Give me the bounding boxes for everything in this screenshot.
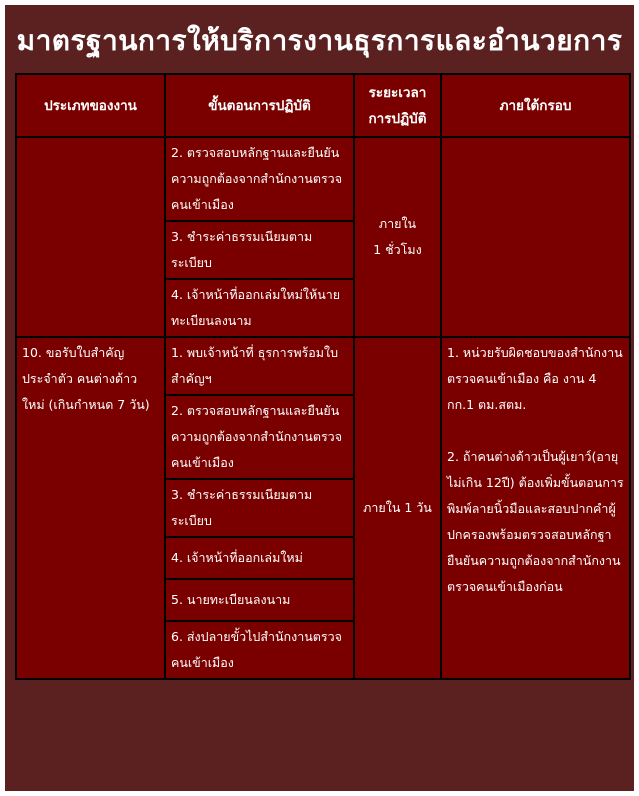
service-type-cell: 10. ขอรับใบสำคัญประจำตัว คนต่างด้าวใหม่ (เกินกำหนด 7 วัน) (16, 337, 165, 679)
step-cell: 5. นายทะเบียนลงนาม (165, 579, 354, 621)
page-title: มาตรฐานการให้บริการงานธุรการและอำนวยการ (16, 24, 623, 57)
step-cell: 6. ส่งปลายขั้วไปสำนักงานตรวจคนเข้าเมือง (165, 621, 354, 679)
header-steps: ขั้นตอนการปฏิบัติ (165, 74, 354, 137)
note-item: 2. ถ้าคนต่างด้าวเป็นผู้เยาว์(อายุไม่เกิน 12ปี) ต้องเพิ่มขั้นตอนการพิมพ์ลายนิ้วมือและสอบปากคำผู้ปกครองพร้อมตรวจสอบหลักฐายืนยันความถูกต้องจากสำนักงานตรวจคนเข้าเมืองก่อน (447, 449, 624, 594)
step-cell: 3. ชำระค่าธรรมเนียมตามระเบียบ (165, 221, 354, 279)
step-cell: 2. ตรวจสอบหลักฐานและยืนยันความถูกต้องจากสำนักงานตรวจคนเข้าเมือง (165, 395, 354, 479)
notes-cell (441, 137, 630, 337)
step-cell: 3. ชำระค่าธรรมเนียมตามระเบียบ (165, 479, 354, 537)
header-notes: ภายใต้กรอบ (441, 74, 630, 137)
step-cell: 4. เจ้าหน้าที่ออกเล่มใหม่ (165, 537, 354, 579)
table-row (16, 337, 630, 395)
notes-cell (441, 337, 630, 679)
header-row (16, 74, 630, 137)
standards-table (15, 73, 631, 680)
duration-cell: ภายใน 1 วัน (354, 337, 441, 679)
step-cell: 4. เจ้าหน้าที่ออกเล่มใหม่ให้นายทะเบียนลงนาม (165, 279, 354, 337)
note-item: 1. หน่วยรับผิดชอบของสำนักงานตรวจคนเข้าเมือง คือ งาน 4 กก.1 ตม.สตม. (447, 345, 623, 412)
page-frame (5, 5, 634, 791)
header-duration-line1: ระยะเวลา (368, 84, 427, 101)
table-row (16, 137, 630, 221)
header-type: ประเภทของงาน (16, 74, 165, 137)
service-type-cell (16, 137, 165, 337)
header-duration-line2: การปฏิบัติ (368, 110, 427, 127)
step-cell: 1. พบเจ้าหน้าที่ ธุรการพร้อมใบสำคัญฯ (165, 337, 354, 395)
duration-cell (354, 137, 441, 337)
step-cell: 2. ตรวจสอบหลักฐานและยืนยันความถูกต้องจากสำนักงานตรวจคนเข้าเมือง (165, 137, 354, 221)
duration-line2: 1 ชั่วโมง (373, 242, 422, 257)
header-duration (354, 74, 441, 137)
duration-line1: ภายใน (378, 216, 417, 231)
